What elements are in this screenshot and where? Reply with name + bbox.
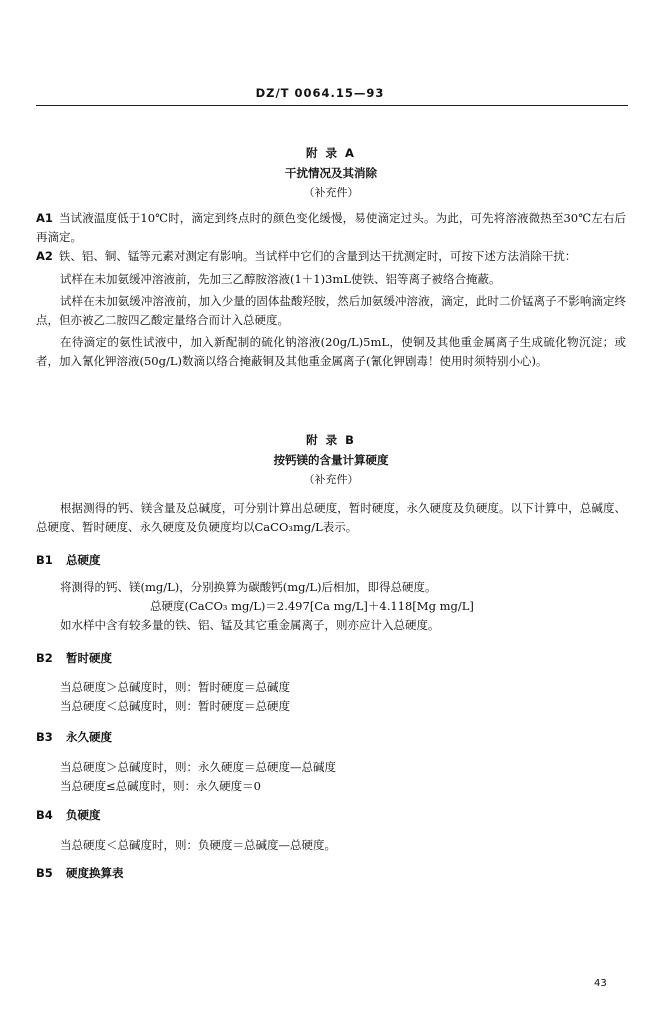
b1-line-metals: 如水样中含有较多量的铁、铝、锰及其它重金属离子，则亦应计入总硬度。 [60,618,440,632]
b2-line-1: 当总硬度＞总碱度时，则：暂时硬度＝总碱度 [60,680,290,694]
appendix-a-note: （补充件） [303,186,359,199]
clause-a2 [36,247,626,266]
section-b2-heading [36,649,626,668]
b3-line-2: 当总硬度≤总碱度时，则：永久硬度＝0 [60,779,261,793]
clause-a1-number: A1 [36,211,53,225]
section-b1-body [36,578,626,635]
clause-a2-number: A2 [36,249,53,263]
section-b5-number: B5 [36,866,53,880]
appendix-a-title: 附 录 A [306,146,356,160]
section-b2-body [36,678,626,716]
paragraph-sulfide: 在待滴定的氨性试液中，加入新配制的硫化钠溶液(20g/L)5mL，使铜及其他重金属离子生成硫化物沉淀；或者，加入氰化钾溶液(50g/L)数滴以络合掩蔽铜及其他重金属离子(氰化钾剧毒！使用时须特别小心)。 [36,335,626,368]
section-b1-number: B1 [36,553,53,567]
section-b2-title: 暂时硬度 [66,651,112,665]
b3-line-1: 当总硬度＞总碱度时，则：永久硬度＝总硬度—总碱度 [60,760,336,774]
section-b2-number: B2 [36,651,53,665]
standard-number: DZ/T 0064.15—93 [255,86,385,100]
header-rule [36,105,628,106]
appendix-a-body [36,209,626,371]
page-number: 43 [594,978,607,989]
clause-a1-text: 当试液温度低于10℃时，滴定到终点时的颜色变化缓慢，易使滴定过头。为此，可先将溶液微热至30℃左右后再滴定。 [36,211,626,244]
section-b4-title: 负硬度 [66,808,101,822]
paragraph-triethanolamine: 试样在未加氨缓冲溶液前，先加三乙醇胺溶液(1＋1)3mL使铁、铝等离子被络合掩蔽。 [60,272,501,286]
b4-line-1: 当总硬度＜总碱度时，则：负硬度＝总碱度—总硬度。 [60,838,336,852]
b1-line-convert: 将测得的钙、镁(mg/L)，分别换算为碳酸钙(mg/L)后相加，即得总硬度。 [60,580,437,594]
appendix-b-title: 附 录 B [306,433,356,447]
b1-formula: 总硬度(CaCO₃ mg/L)＝2.497[Ca mg/L]＋4.118[Mg mg/L] [150,599,474,613]
section-b3-title: 永久硬度 [66,730,112,744]
section-b1-heading [36,551,626,570]
appendix-b-intro: 根据测得的钙、镁含量及总碱度，可分别计算出总硬度，暂时硬度，永久硬度及负硬度。以下计算中，总碱度、总硬度、暂时硬度、永久硬度及负硬度均以CaCO₃mg/L表示。 [36,501,626,534]
section-b4-body [36,836,626,855]
appendix-a-heading: 干扰情况及其消除 [285,166,377,180]
section-b3-body [36,758,626,796]
clause-a2-text: 铁、铝、铜、锰等元素对测定有影响。当试样中它们的含量到达干扰测定时，可按下述方法消除干扰： [58,249,577,263]
section-b3-heading [36,728,626,747]
section-b1-title: 总硬度 [66,553,101,567]
appendix-b-note: （补充件） [303,473,359,486]
paragraph-hydroxylamine: 试样在未加氨缓冲溶液前，加入少量的固体盐酸羟胺，然后加氨缓冲溶液，滴定，此时二价锰离子不影响滴定终点，但亦被乙二胺四乙酸定量络合而计入总硬度。 [36,294,626,327]
section-b5-heading [36,864,626,883]
b2-line-2: 当总硬度＜总碱度时，则：暂时硬度＝总硬度 [60,699,290,713]
appendix-a-heading-block [36,144,626,202]
appendix-b-heading: 按钙镁的含量计算硬度 [273,453,389,467]
section-b5-title: 硬度换算表 [66,866,124,880]
section-b4-heading [36,806,626,825]
section-b3-number: B3 [36,730,53,744]
section-b4-number: B4 [36,808,53,822]
appendix-b-heading-block [36,431,626,489]
clause-a1 [36,209,626,247]
